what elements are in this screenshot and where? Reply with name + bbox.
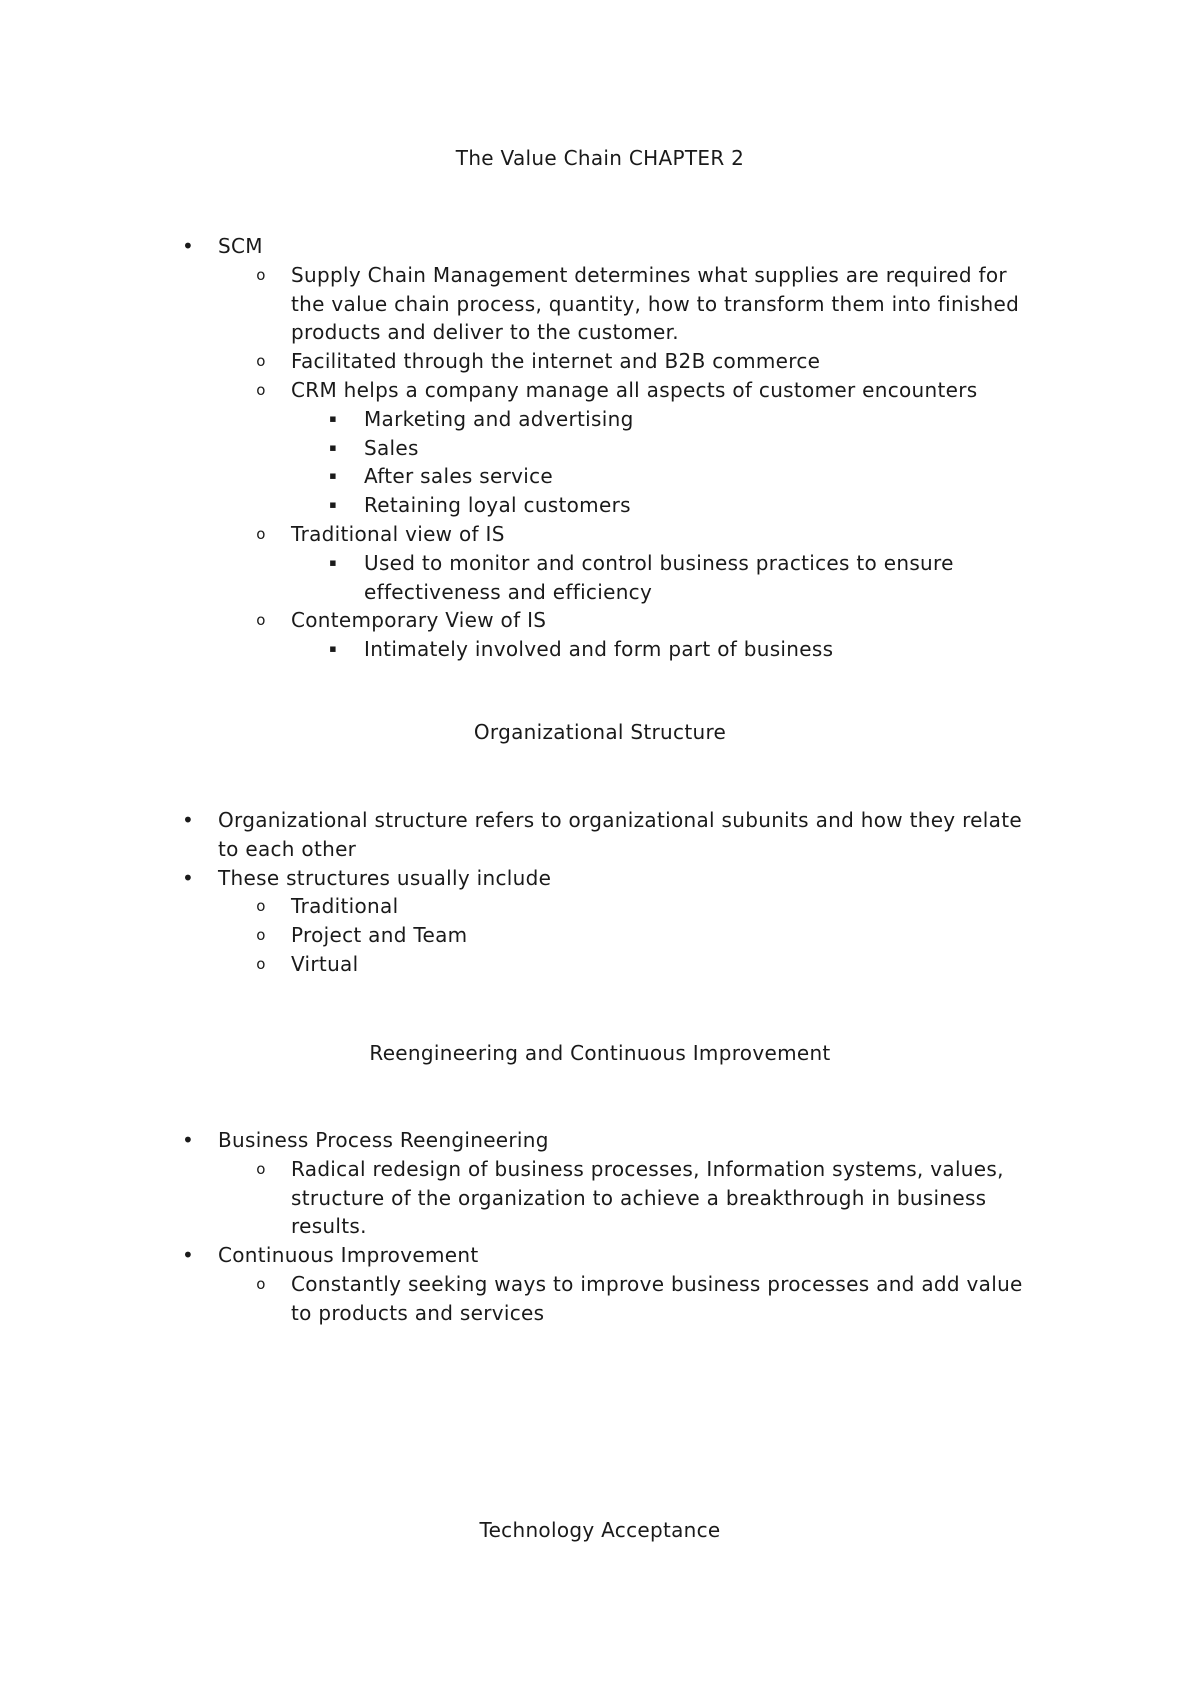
list-item <box>0 1241 1040 1270</box>
list-item <box>0 549 1044 607</box>
list-item-text: Sales <box>364 435 419 460</box>
list-item-text: After sales service <box>364 464 554 489</box>
list-item <box>0 520 1036 549</box>
list-item <box>0 950 1036 979</box>
bullet-icon: • <box>181 808 195 832</box>
list-item-text: Traditional view of IS <box>291 521 505 546</box>
list-item <box>0 921 1036 950</box>
list-item-text: Facilitated through the internet and B2B commerce <box>291 349 821 374</box>
list-item-text: Retaining loyal customers <box>364 493 631 518</box>
list-item <box>0 491 1044 520</box>
list-item <box>0 892 1036 921</box>
square-bullet-icon: ▪ <box>329 642 337 656</box>
section-heading-value-chain: The Value Chain CHAPTER 2 <box>455 146 745 170</box>
list-item <box>0 261 1036 347</box>
list-item <box>0 635 1044 664</box>
list-item-text: CRM helps a company manage all aspects of customer encounters <box>291 377 978 402</box>
square-bullet-icon: ▪ <box>329 411 337 425</box>
circle-bullet-icon: o <box>256 265 266 284</box>
list-item-text: Traditional <box>291 894 399 919</box>
list-item <box>0 806 1040 864</box>
circle-bullet-icon: o <box>256 352 266 371</box>
square-bullet-icon: ▪ <box>329 469 337 483</box>
circle-bullet-icon: o <box>256 954 266 973</box>
list-item <box>0 1126 1040 1155</box>
circle-bullet-icon: o <box>256 380 266 399</box>
section-heading-reengineering: Reengineering and Continuous Improvement <box>369 1041 831 1065</box>
square-bullet-icon: ▪ <box>329 440 337 454</box>
circle-bullet-icon: o <box>256 1159 266 1178</box>
list-item-text: Used to monitor and control business practices to ensure effectiveness and efficiency <box>364 550 954 604</box>
list-item <box>0 1155 1036 1241</box>
square-bullet-icon: ▪ <box>329 555 337 569</box>
list-item <box>0 606 1036 635</box>
organizational-structure-list <box>0 806 1200 979</box>
list-item-text: Supply Chain Management determines what supplies are required for the value chain process, quantity, how to transform them into finished products and deliver to the customer. <box>291 262 1020 345</box>
list-item-text: Intimately involved and form part of business <box>364 637 834 662</box>
circle-bullet-icon: o <box>256 611 266 630</box>
circle-bullet-icon: o <box>256 926 266 945</box>
list-item <box>0 376 1036 405</box>
list-item <box>0 1270 1036 1328</box>
list-item-text: Virtual <box>291 951 359 976</box>
list-item <box>0 864 1040 893</box>
list-item-text: These structures usually include <box>218 865 552 890</box>
reengineering-list <box>0 1126 1200 1328</box>
list-item <box>0 462 1044 491</box>
list-item-text: Constantly seeking ways to improve business processes and add value to products and services <box>291 1271 1023 1325</box>
square-bullet-icon: ▪ <box>329 498 337 512</box>
list-item-text: Radical redesign of business processes, Information systems, values, structure of the organization to achieve a breakthrough in business results. <box>291 1156 1004 1239</box>
section-heading-organizational-structure: Organizational Structure <box>473 720 727 744</box>
list-item-text: Marketing and advertising <box>364 406 634 431</box>
list-item-text: Business Process Reengineering <box>218 1128 549 1152</box>
list-item <box>0 347 1036 376</box>
value-chain-list <box>0 232 1200 664</box>
list-item-text: Organizational structure refers to organizational subunits and how they relate to each other <box>218 808 1022 861</box>
section-heading-technology-acceptance: Technology Acceptance <box>479 1518 721 1542</box>
list-item <box>0 434 1044 463</box>
bullet-icon: • <box>181 1128 195 1152</box>
list-item-text: SCM <box>218 234 263 258</box>
list-item <box>0 405 1044 434</box>
bullet-icon: • <box>181 1243 195 1268</box>
circle-bullet-icon: o <box>256 1274 266 1293</box>
list-item-text: Contemporary View of IS <box>291 608 547 633</box>
circle-bullet-icon: o <box>256 524 266 543</box>
bullet-icon: • <box>181 234 195 258</box>
list-item <box>0 232 1040 261</box>
circle-bullet-icon: o <box>256 897 266 916</box>
bullet-icon: • <box>181 865 195 890</box>
list-item-text: Continuous Improvement <box>218 1243 479 1268</box>
list-item-text: Project and Team <box>291 923 468 948</box>
